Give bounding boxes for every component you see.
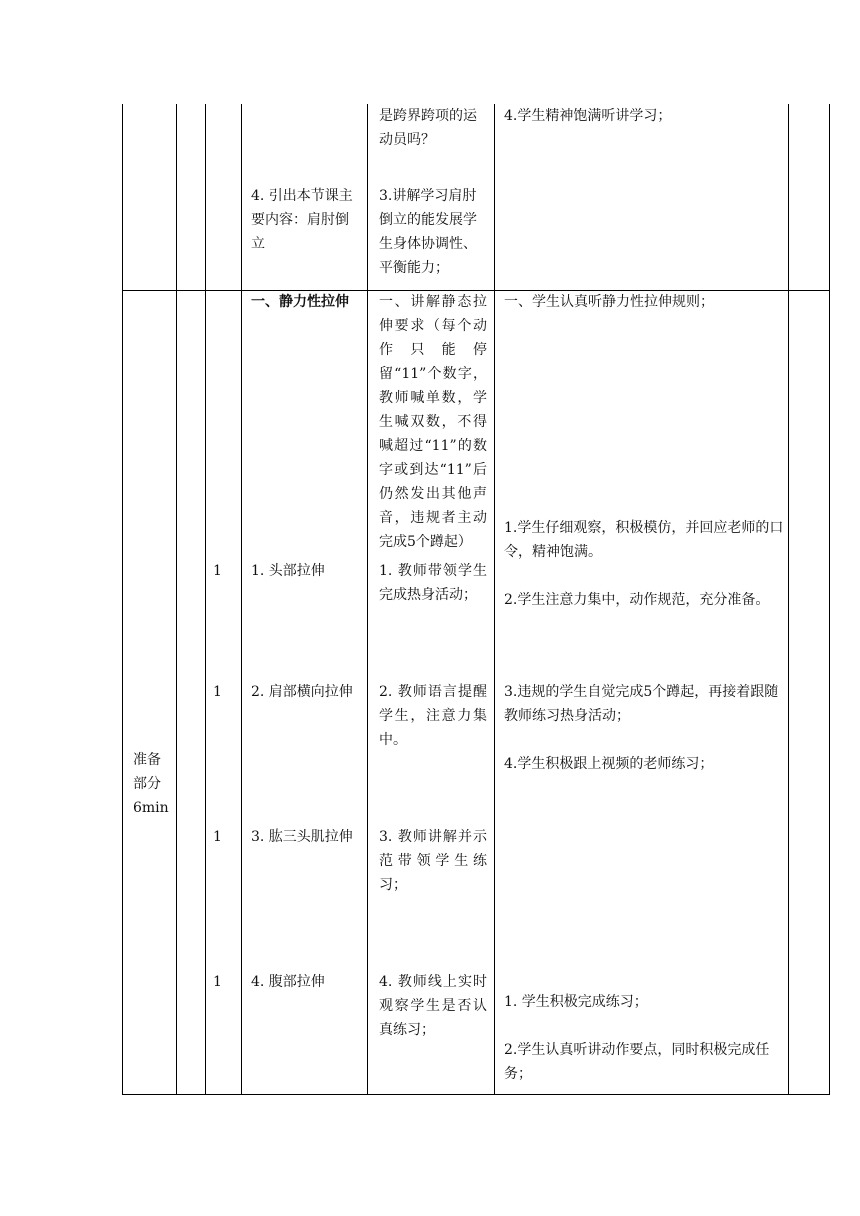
- item-count: 1: [213, 563, 222, 579]
- teacher-text-cont-2: 3.讲解学习肩肘倒立的能发展学生身体协调性、平衡能力；: [379, 188, 477, 276]
- item-content: 2. 肩部横向拉伸: [251, 684, 353, 700]
- student-text-cont-1: 4.学生精神饱满听讲学习；: [504, 108, 672, 124]
- item-teacher: 4. 教师线上实时观察学生是否认真练习；: [379, 974, 487, 1038]
- table-vline: [788, 104, 789, 1095]
- table-vline: [122, 104, 123, 1095]
- item-content: 3. 肱三头肌拉伸: [251, 829, 353, 845]
- item-teacher: 2. 教师语言提醒学生，注意力集中。: [379, 684, 487, 748]
- table-vline: [176, 104, 177, 1095]
- phase-label: 准备 部分 6min: [133, 752, 169, 816]
- section-student-text: 一、学生认真听静力性拉伸规则；: [504, 294, 714, 310]
- item-teacher: 3. 教师讲解并示范带领学生练习；: [379, 829, 487, 893]
- item-count: 1: [213, 974, 222, 990]
- content-text-cont: 4. 引出本节课主要内容：肩肘倒立: [251, 188, 353, 252]
- section-title: 一、静力性拉伸: [251, 294, 349, 310]
- item-teacher: 1. 教师带领学生完成热身活动；: [379, 563, 487, 603]
- table-vline: [829, 104, 830, 1095]
- table-vline: [241, 104, 242, 1095]
- item-count: 1: [213, 829, 222, 845]
- item-student: 1.学生仔细观察，积极模仿，并回应老师的口令，精神饱满。 2.学生注意力集中，动作规范，充分准备。: [504, 520, 784, 608]
- item-student: 1. 学生积极完成练习； 2.学生认真听讲动作要点，同时积极完成任务；: [504, 994, 770, 1082]
- section-teacher-text: 一、讲解静态拉伸要求（每个动作只能停留“11”个数字，教师喊单数，学生喊双数，不得喊超过“11”的数字或到达“11”后仍然发出其他声音，违规者主动完成5个蹲起）: [379, 294, 487, 550]
- table-vline: [494, 104, 495, 1095]
- item-content: 4. 腹部拉伸: [251, 974, 325, 990]
- item-count: 1: [213, 684, 222, 700]
- item-content: 1. 头部拉伸: [251, 563, 325, 579]
- table-vline: [205, 104, 206, 1095]
- item-student: 3.违规的学生自觉完成5个蹲起，再接着跟随教师练习热身活动； 4.学生积极跟上视频的老师练习；: [504, 684, 779, 772]
- teacher-text-cont-1: 是跨界跨项的运动员吗？: [379, 108, 477, 148]
- table-vline: [367, 104, 368, 1095]
- table-hline: [122, 1094, 830, 1095]
